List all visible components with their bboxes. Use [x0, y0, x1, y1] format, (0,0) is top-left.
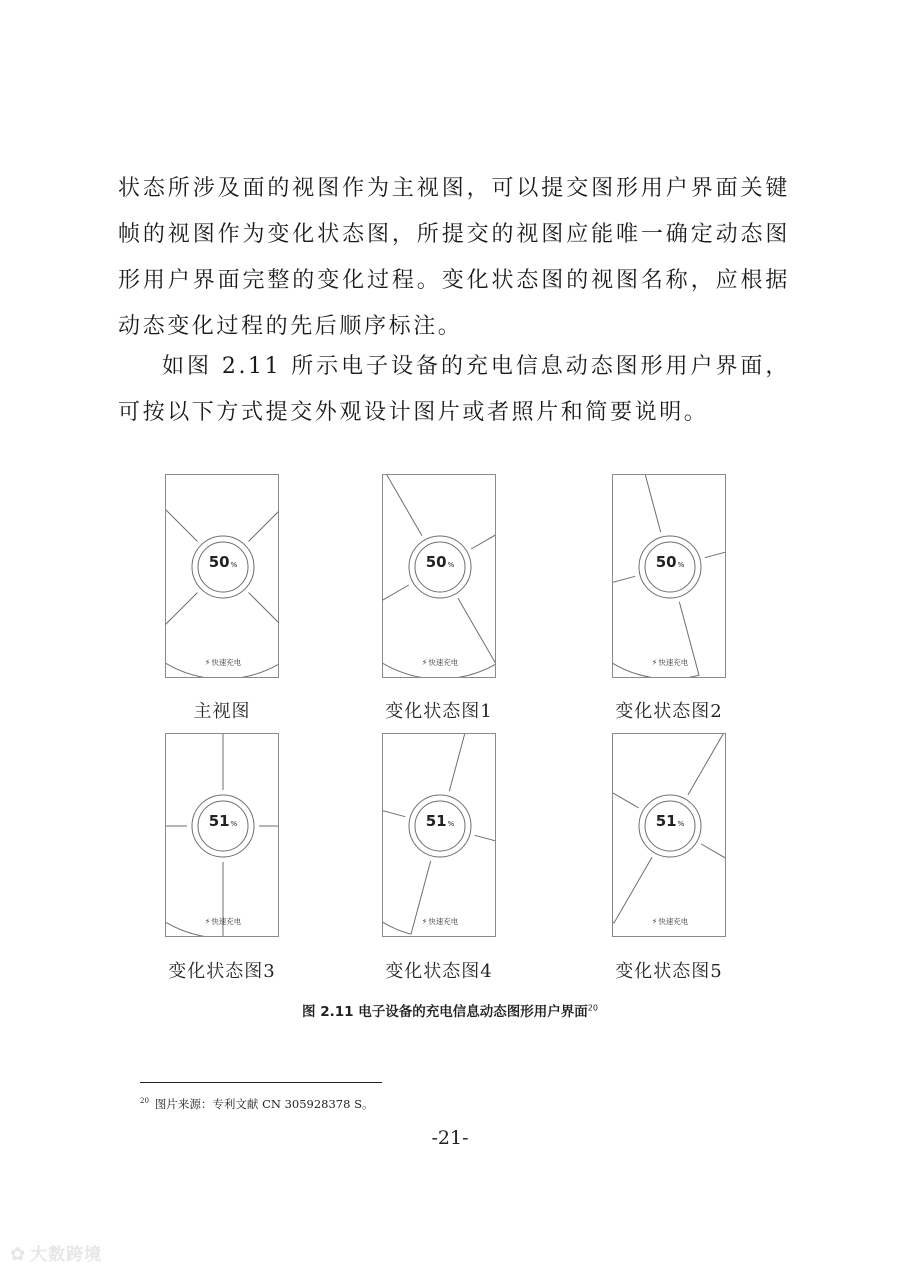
lightning-icon: ⚡	[204, 917, 211, 926]
watermark: ✿ 大数跨境	[10, 1244, 103, 1265]
footnote-text: 图片来源：专利文献 CN 305928378 S。	[154, 1097, 374, 1111]
fast-charge-indicator: ⚡快速充电	[421, 917, 459, 926]
fan-graphic	[613, 475, 726, 678]
battery-percent: 50%	[655, 553, 685, 571]
lightning-icon: ⚡	[651, 917, 658, 926]
screen-view-3	[612, 474, 726, 678]
screen-view-4	[165, 733, 279, 937]
watermark-logo-icon: ✿	[10, 1244, 27, 1265]
fast-charge-indicator: ⚡快速充电	[204, 917, 242, 926]
footnote	[140, 1096, 373, 1112]
fast-charge-indicator: ⚡快速充电	[651, 658, 689, 667]
figure-label: 变化状态图2	[615, 701, 723, 722]
battery-percent: 51%	[425, 812, 455, 830]
fan-graphic	[383, 734, 496, 937]
screen-view-2	[382, 474, 496, 678]
lightning-icon: ⚡	[421, 658, 428, 667]
fan-graphic	[383, 475, 496, 678]
page-number: -21-	[431, 1127, 469, 1149]
fast-charge-indicator: ⚡快速充电	[421, 658, 459, 667]
fast-charge-indicator: ⚡快速充电	[651, 917, 689, 926]
figure-label: 主视图	[193, 701, 251, 722]
body-paragraph-1: 状态所涉及面的视图作为主视图，可以提交图形用户界面关键帧的视图作为变化状态图，所提交的视图应能唯一确定动态图形用户界面完整的变化过程。变化状态图的视图名称，应根据动态变化过程的先后顺序标注。	[118, 176, 790, 339]
fan-graphic	[166, 734, 279, 937]
battery-percent: 51%	[208, 812, 238, 830]
fan-blade-1	[166, 475, 279, 542]
figure-label: 变化状态图4	[385, 961, 493, 982]
screen-view-6	[612, 733, 726, 937]
figure-caption: 图 2.11 电子设备的充电信息动态图形用户界面$^{20}$	[302, 1003, 598, 1020]
screen-view-1	[165, 474, 279, 678]
fan-graphic	[613, 734, 726, 937]
fan-graphic	[166, 475, 279, 678]
lightning-icon: ⚡	[651, 658, 658, 667]
figure-label: 变化状态图5	[615, 961, 723, 982]
lightning-icon: ⚡	[421, 917, 428, 926]
fast-charge-indicator: ⚡快速充电	[204, 658, 242, 667]
screen-view-5	[382, 733, 496, 937]
battery-percent: 50%	[425, 553, 455, 571]
battery-percent: 51%	[655, 812, 685, 830]
figure-label: 变化状态图1	[385, 701, 493, 722]
battery-percent: 50%	[208, 553, 238, 571]
footnote-mark: 20	[140, 1097, 149, 1106]
footnote-divider	[140, 1082, 382, 1083]
caption-footnote-ref: 20	[587, 1003, 598, 1013]
lightning-icon: ⚡	[204, 658, 211, 667]
body-paragraph-2: 如图 2.11 所示电子设备的充电信息动态图形用户界面，可按以下方式提交外观设计图片或者照片和简要说明。	[118, 354, 790, 425]
figure-label: 变化状态图3	[168, 961, 276, 982]
